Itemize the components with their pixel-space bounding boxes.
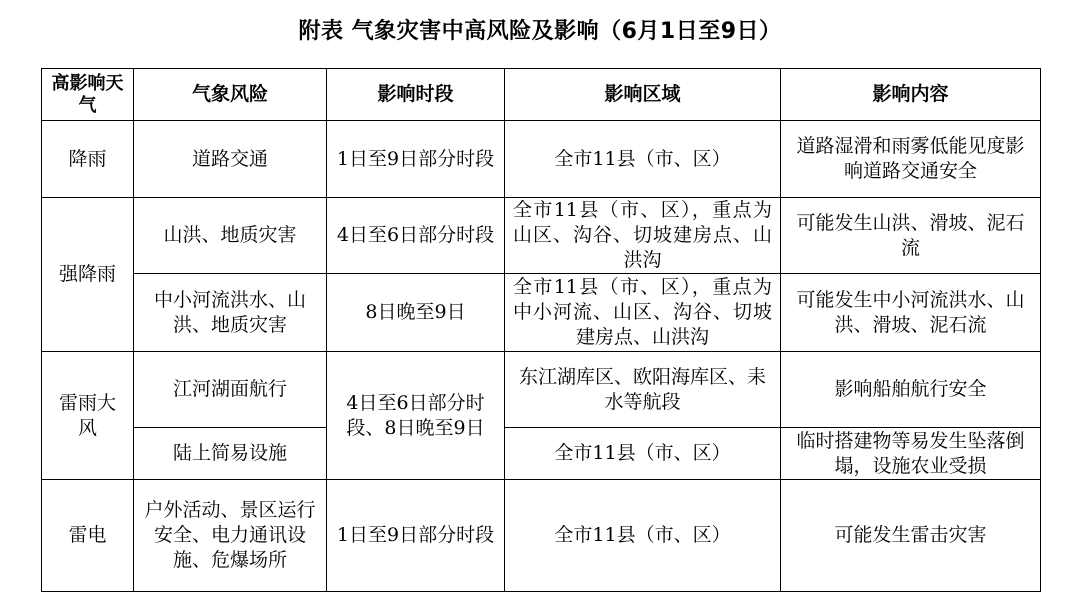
cell-impact: 可能发生山洪、滑坡、泥石流 [781, 198, 1041, 274]
page-title: 附表 气象灾害中高风险及影响（6月1日至9日） [298, 19, 782, 44]
cell-period: 1日至9日部分时段 [327, 121, 505, 198]
table-row [42, 198, 1041, 274]
cell-area: 全市11县（市、区），重点为山区、沟谷、切坡建房点、山洪沟 [505, 198, 781, 274]
table-row [42, 352, 1041, 428]
cell-area: 全市11县（市、区） [505, 428, 781, 480]
header-impact: 影响内容 [781, 69, 1041, 121]
cell-area: 全市11县（市、区），重点为中小河流、山区、沟谷、切坡建房点、山洪沟 [505, 274, 781, 352]
table-row [42, 428, 1041, 480]
table-header-row [42, 69, 1041, 121]
risk-table [41, 68, 1041, 592]
cell-impact: 影响船舶航行安全 [781, 352, 1041, 428]
header-area: 影响区域 [505, 69, 781, 121]
cell-period: 1日至9日部分时段 [327, 480, 505, 592]
cell-impact: 道路湿滑和雨雾低能见度影响道路交通安全 [781, 121, 1041, 198]
header-risk: 气象风险 [134, 69, 327, 121]
cell-risk: 道路交通 [134, 121, 327, 198]
cell-area: 东江湖库区、欧阳海库区、耒水等航段 [505, 352, 781, 428]
header-period: 影响时段 [327, 69, 505, 121]
cell-period: 4日至6日部分时段 [327, 198, 505, 274]
cell-period: 8日晚至9日 [327, 274, 505, 352]
cell-weather: 雷电 [42, 480, 134, 592]
cell-risk: 中小河流洪水、山洪、地质灾害 [134, 274, 327, 352]
cell-risk: 江河湖面航行 [134, 352, 327, 428]
header-weather: 高影响天气 [42, 69, 134, 121]
cell-area: 全市11县（市、区） [505, 480, 781, 592]
table-row [42, 480, 1041, 592]
cell-weather: 降雨 [42, 121, 134, 198]
cell-area: 全市11县（市、区） [505, 121, 781, 198]
cell-weather: 强降雨 [42, 198, 134, 352]
table-row [42, 121, 1041, 198]
cell-risk: 户外活动、景区运行安全、电力通讯设施、危爆场所 [134, 480, 327, 592]
cell-impact: 可能发生雷击灾害 [781, 480, 1041, 592]
cell-impact: 临时搭建物等易发生坠落倒塌，设施农业受损 [781, 428, 1041, 480]
cell-impact: 可能发生中小河流洪水、山洪、滑坡、泥石流 [781, 274, 1041, 352]
cell-weather: 雷雨大风 [42, 352, 134, 480]
cell-period: 4日至6日部分时段、8日晚至9日 [327, 352, 505, 480]
cell-risk: 山洪、地质灾害 [134, 198, 327, 274]
cell-risk: 陆上简易设施 [134, 428, 327, 480]
table-row [42, 274, 1041, 352]
